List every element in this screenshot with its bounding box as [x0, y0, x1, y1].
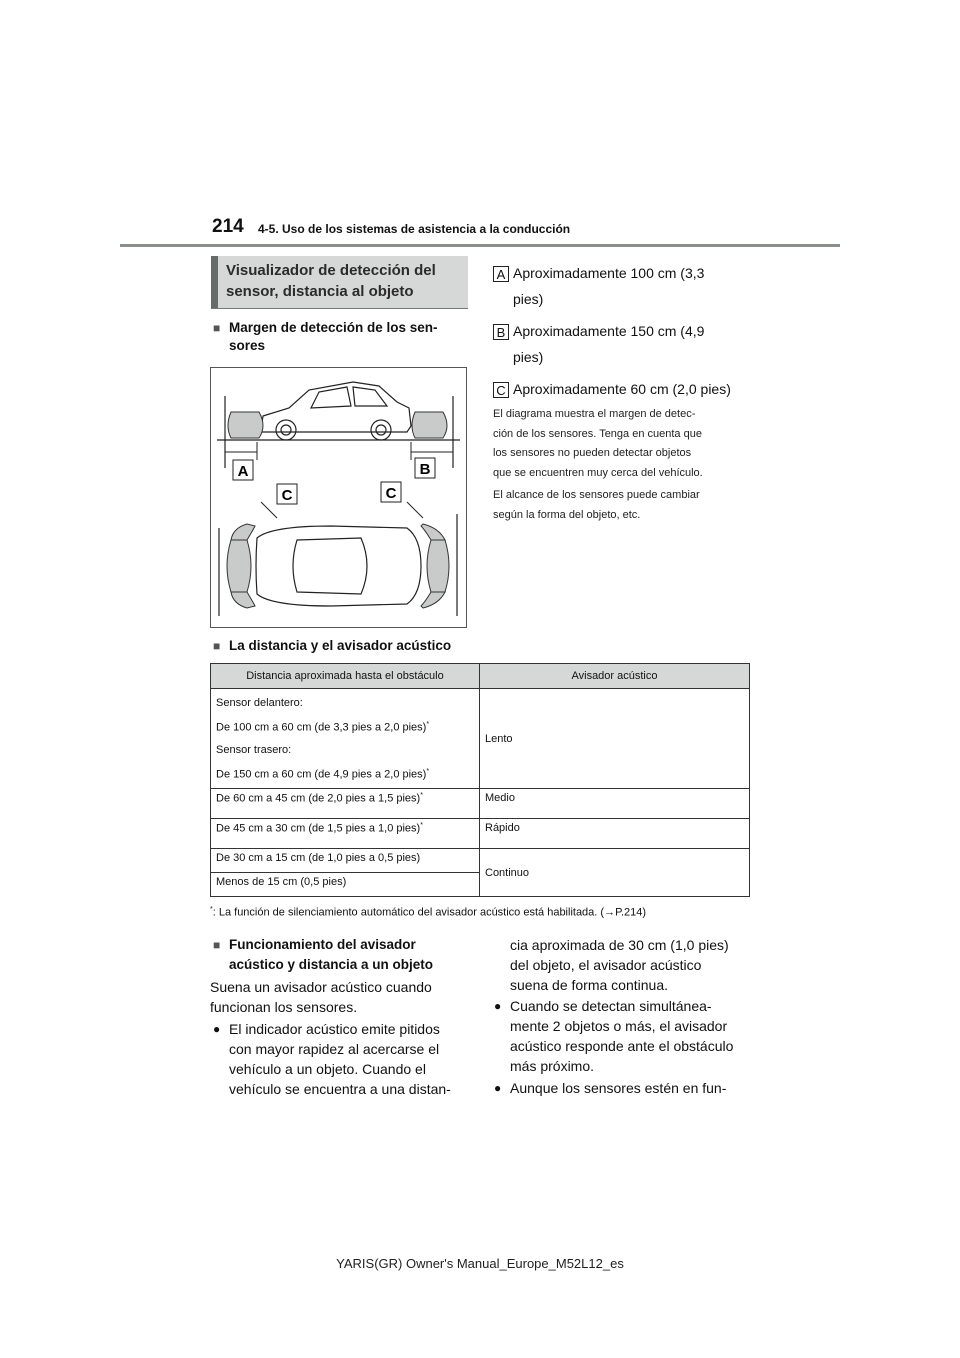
table-cell-buzzer: Continuo	[480, 849, 750, 897]
label-b: B	[419, 461, 431, 478]
detection-note	[493, 405, 748, 483]
table-footnote: *: La función de silenciamiento automático del avisador acústico está habilitada. (→P.214)	[210, 906, 647, 919]
bullet1-cont-line3: suena de forma continua.	[510, 977, 668, 993]
buzzer-operation-heading-line2: acústico y distancia a un objeto	[229, 957, 434, 972]
bullet2-line3: acústico responde ante el obstáculo	[510, 1038, 734, 1054]
box-title-line1: Visualizador de detección del	[226, 262, 436, 279]
buzzer-operation-heading	[229, 935, 433, 975]
bullet2-line4: más próximo.	[510, 1058, 595, 1074]
legend-b-badge: B	[493, 324, 509, 340]
detection-note-line1: El diagrama muestra el margen de detec-	[493, 408, 696, 420]
bullet2-line1: ● Cuando se detectan simultánea-	[510, 998, 712, 1014]
bullet1-cont-line1: cia aproximada de 30 cm (1,0 pies)	[510, 937, 729, 953]
buzzer-intro-line1: Suena un avisador acústico cuando	[210, 979, 432, 995]
box-title-line2: sensor, distancia al objeto	[226, 283, 414, 300]
car-rear-wheel-hub	[281, 425, 291, 435]
table-cell-distance: Menos de 15 cm (0,5 pies)	[211, 873, 480, 897]
table-cell-buzzer: Lento	[480, 689, 750, 789]
detection-note-line4: que se encuentren muy cerca del vehículo.	[493, 466, 703, 479]
table-cell-distance: De 30 cm a 15 cm (de 1,0 pies a 0,5 pies)	[211, 849, 480, 873]
car-side-windows	[311, 387, 387, 408]
buzzer-distance-table	[210, 663, 750, 897]
bullet1-continuation	[510, 935, 729, 995]
table-cell-distance: De 60 cm a 45 cm (de 2,0 pies a 1,5 pies)*	[211, 789, 480, 819]
box-title	[211, 256, 468, 308]
car-diagram-svg	[211, 368, 466, 627]
legend-c-badge: C	[493, 382, 509, 398]
sensor-detection-diagram	[210, 367, 467, 628]
rear-left-corner-zone	[231, 524, 255, 540]
table-header-buzzer: Avisador acústico	[480, 664, 750, 689]
front-right-corner-zone	[421, 592, 445, 608]
detection-range-heading-line2: sores	[229, 338, 266, 353]
detection-range-heading	[229, 319, 438, 355]
legend-a-cont: pies)	[513, 291, 544, 307]
buzzer-intro	[210, 977, 432, 1017]
detection-note-line3: los sensores no pueden detectar objetos	[493, 447, 692, 459]
car-front-wheel	[371, 420, 391, 440]
front-zone-side	[412, 412, 447, 438]
bullet1-line2: con mayor rapidez al acercarse el	[229, 1041, 440, 1057]
range-note-line1: El alcance de los sensores puede cambiar	[493, 489, 700, 501]
rear-sensor-label: Sensor trasero:	[216, 743, 292, 756]
label-c-left: C	[281, 487, 293, 504]
rear-right-corner-zone	[231, 592, 255, 608]
legend-b-row	[493, 317, 704, 345]
label-a: A	[237, 463, 249, 480]
detection-range-heading-line1: ■ Margen de detección de los sen-	[229, 320, 438, 335]
front-sensor-label: Sensor delantero:	[216, 697, 303, 709]
legend-c-row	[493, 375, 731, 403]
bullet1-line4: vehículo se encuentra a una distan-	[229, 1081, 451, 1097]
bullet2-line2: mente 2 objetos o más, el avisador	[510, 1018, 728, 1034]
arrow-c-left	[261, 502, 277, 518]
range-note-line2: según la forma del objeto, etc.	[493, 508, 641, 521]
arrow-c-right	[407, 502, 423, 518]
front-left-corner-zone	[421, 524, 445, 540]
table-cell-distance: De 45 cm a 30 cm (de 1,5 pies a 1,0 pies)*	[211, 819, 480, 849]
legend-a-text: Aproximadamente 100 cm (3,3	[513, 265, 705, 281]
table-cell-buzzer: Rápido	[480, 819, 750, 849]
table-row	[211, 849, 750, 873]
table-row	[211, 689, 750, 789]
buzzer-operation-heading-line1: ■ Funcionamiento del avisador	[229, 937, 416, 952]
table-row	[211, 819, 750, 849]
table-row	[211, 789, 750, 819]
legend-b-text: Aproximadamente 150 cm (4,9	[513, 323, 705, 339]
legend-a-badge: A	[493, 266, 509, 282]
bullet3-line1: ● Aunque los sensores estén en fun-	[510, 1080, 727, 1096]
legend-a-row	[493, 259, 704, 287]
front-sensor-range: De 100 cm a 60 cm (de 3,3 pies a 2,0 pies)*	[216, 721, 430, 734]
bullet-item	[510, 1078, 726, 1098]
bullet-item	[229, 1019, 451, 1099]
section-title: 4-5. Uso de los sistemas de asistencia a la conducción	[258, 222, 571, 236]
rear-zone-top	[227, 540, 251, 592]
range-note	[493, 486, 748, 525]
table-header-distance: Distancia aproximada hasta el obstáculo	[211, 664, 480, 689]
footer-manual-id: YARIS(GR) Owner's Manual_Europe_M52L12_es	[336, 1256, 624, 1271]
buzzer-intro-line2: funcionan los sensores.	[210, 999, 358, 1015]
car-front-wheel-hub	[376, 425, 386, 435]
detection-note-line2: ción de los sensores. Tenga en cuenta que	[493, 427, 702, 440]
car-rear-wheel	[276, 420, 296, 440]
table-cell-distance	[211, 689, 480, 789]
legend-b-cont: pies)	[513, 349, 544, 365]
table-header-row	[211, 664, 750, 689]
distance-buzzer-heading: ■ La distancia y el avisador acústico	[229, 637, 451, 655]
legend-c-text: Aproximadamente 60 cm (2,0 pies)	[513, 381, 731, 397]
label-c-right: C	[385, 485, 397, 502]
car-top-roof	[293, 538, 367, 594]
table-cell-buzzer: Medio	[480, 789, 750, 819]
bullet1-line3: vehículo a un objeto. Cuando el	[229, 1061, 426, 1077]
bullet1-line1: ● El indicador acústico emite pitidos	[229, 1021, 440, 1037]
header-rule	[120, 244, 840, 247]
rear-sensor-range: De 150 cm a 60 cm (de 4,9 pies a 2,0 pies)*	[216, 767, 430, 781]
bullet-item	[510, 996, 733, 1076]
page-number: 214	[212, 216, 244, 237]
rear-zone-side	[228, 412, 263, 438]
bullet1-cont-line2: del objeto, el avisador acústico	[510, 957, 702, 973]
box-title-rule	[211, 308, 468, 309]
front-zone-top	[427, 540, 449, 592]
